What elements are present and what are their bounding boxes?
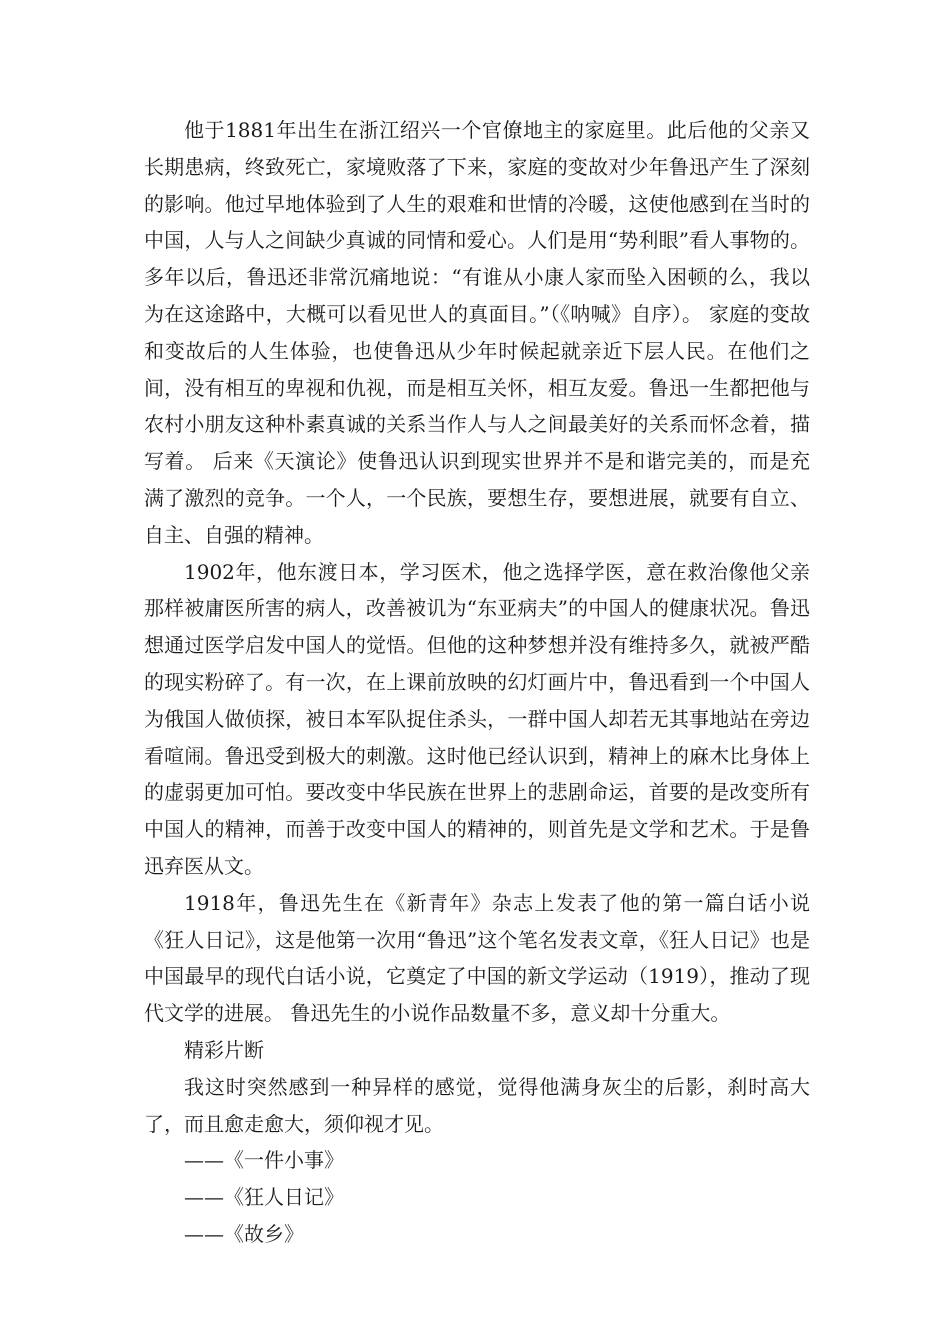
- paragraph-madman-diary: 1918年，鲁迅先生在《新青年》杂志上发表了他的第一篇白话小说《狂人日记》，这是他第一次用“鲁迅”这个笔名发表文章，《狂人日记》也是中国最早的现代白话小说，它奠定了中国的新文学运动（1919），推动了现代文学的进展。 鲁迅先生的小说作品数量不多，意义却十分重大。: [144, 890, 810, 1026]
- source-attribution: ——《故乡》: [184, 1221, 304, 1246]
- paragraph-biography-youth: 他于1881年出生在浙江绍兴一个官僚地主的家庭里。此后他的父亲又长期患病，终致死亡，家境败落了下来，家庭的变故对少年鲁迅产生了深刻的影响。他过早地体验到了人生的艰难和世情的冷暖，这使他感到在当时的中国，人与人之间缺少真诚的同情和爱心。人们是用“势利眼”看人事物的。多年以后，鲁迅还非常沉痛地说：“有谁从小康人家而坠入困顿的么，我以为在这途路中，大概可以看见世人的真面目。”（《呐喊》自序）。 家庭的变故和变故后的人生体验，也使鲁迅从少年时候起就亲近下层人民。在他们之间，没有相互的卑视和仇视，而是相互关怀，相互友爱。鲁迅一生都把他与农村小朋友这种朴素真诚的关系当作人与人之间最美好的关系而怀念着，描写着。 后来《天演论》使鲁迅认识到现实世界并不是和谐完美的，而是充满了激烈的竞争。一个人，一个民族，要想生存，要想进展，就要有自立、自主、自强的精神。: [144, 118, 810, 547]
- section-heading: 精彩片断: [184, 1037, 264, 1062]
- excerpt-quote: 我这时突然感到一种异样的感觉，觉得他满身灰尘的后影，刹时高大了，而且愈走愈大，须仰视才见。: [144, 1074, 810, 1136]
- source-attribution: ——《一件小事》: [184, 1148, 344, 1173]
- document-body: [144, 112, 810, 1253]
- paragraph-japan-medicine: 1902年，他东渡日本，学习医术，他之选择学医，意在救治像他父亲那样被庸医所害的病人，改善被讥为“东亚病夫”的中国人的健康状况。鲁迅想通过医学启发中国人的觉悟。但他的这种梦想并没有维持多久，就被严酷的现实粉碎了。有一次，在上课前放映的幻灯画片中，鲁迅看到一个中国人为俄国人做侦探，被日本军队捉住杀头，一群中国人却若无其事地站在旁边看喧闹。鲁迅受到极大的刺激。这时他已经认识到，精神上的麻木比身体上的虚弱更加可怕。要改变中华民族在世界上的悲剧命运，首要的是改变所有中国人的精神，而善于改变中国人的精神的，则首先是文学和艺术。于是鲁迅弃医从文。: [144, 559, 810, 878]
- source-attribution: ——《狂人日记》: [184, 1185, 344, 1210]
